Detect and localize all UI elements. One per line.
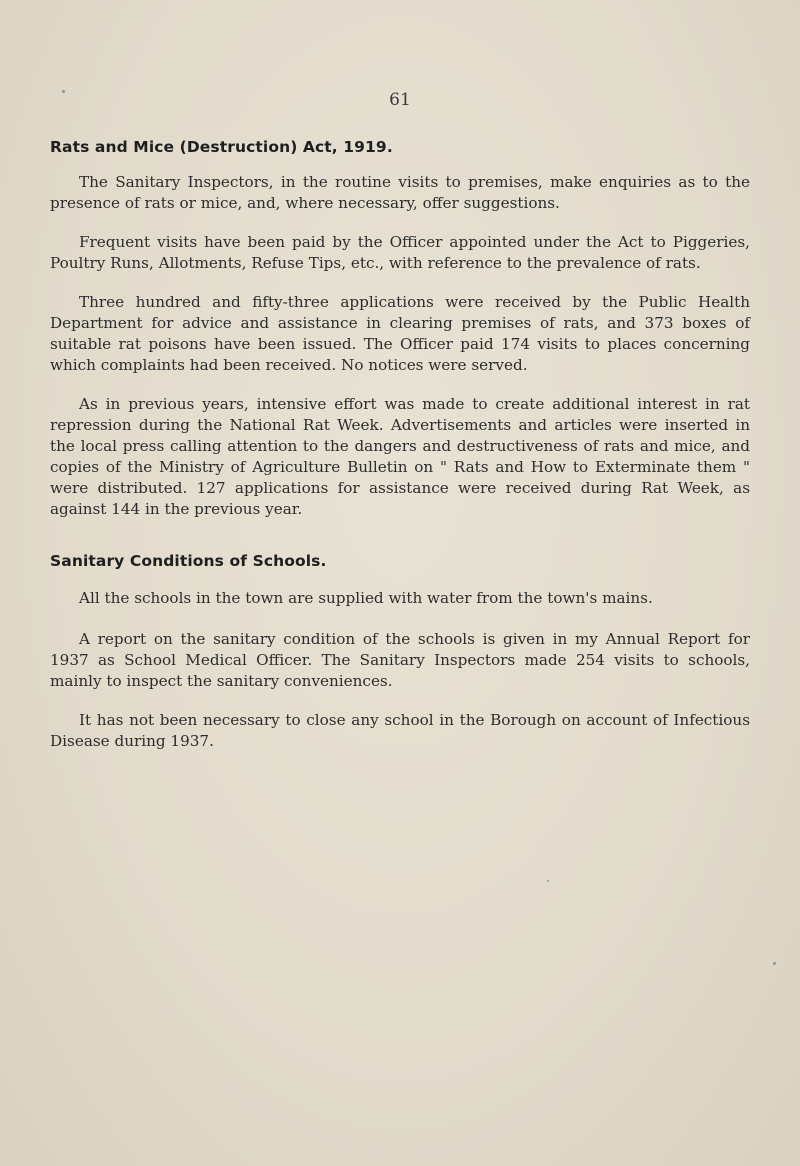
section-heading: Sanitary Conditions of Schools. — [50, 552, 327, 570]
paper-speck — [773, 962, 776, 965]
paper-speck — [547, 880, 549, 882]
paragraph: It has not been necessary to close any school in the Borough on account of Infectious Disease during 1937. — [50, 711, 750, 750]
paragraph: The Sanitary Inspectors, in the routine visits to premises, make enquiries as to the presence of rats or mice, and, where necessary, offer suggestions. — [50, 173, 750, 212]
document-body — [50, 138, 750, 770]
section-rats-and-mice — [50, 138, 750, 520]
paragraph: A report on the sanitary condition of the schools is given in my Annual Report for 1937 as School Medical Officer. The Sanitary Inspectors made 254 visits to schools, mainly to inspect the sanitary conveniences. — [50, 630, 750, 690]
page-number: 61 — [389, 90, 411, 110]
paragraph: All the schools in the town are supplied with water from the town's mains. — [79, 589, 653, 607]
paragraph: Three hundred and fifty-three applications were received by the Public Health Department for advice and assistance in clearing premises of rats, and 373 boxes of suitable rat poisons have been issued. The Officer paid 174 visits to places concerning which complaints had been received. No notices were served. — [50, 293, 750, 374]
section-heading: Rats and Mice (Destruction) Act, 1919. — [50, 138, 393, 156]
paragraph: As in previous years, intensive effort was made to create additional interest in rat repression during the National Rat Week. Advertisements and articles were inserted in the local press calling attention to the dangers and destructiveness of rats and mice, and copies of the Ministry of Agriculture Bulletin on " Rats and How to Exterminate them " were distributed. 127 applications for assistance were received during Rat Week, as against 144 in the previous year. — [50, 395, 750, 518]
section-sanitary-conditions-of-schools — [50, 552, 750, 752]
paragraph: Frequent visits have been paid by the Officer appointed under the Act to Piggeries, Poultry Runs, Allotments, Refuse Tips, etc., with reference to the prevalence of rats. — [50, 233, 750, 272]
